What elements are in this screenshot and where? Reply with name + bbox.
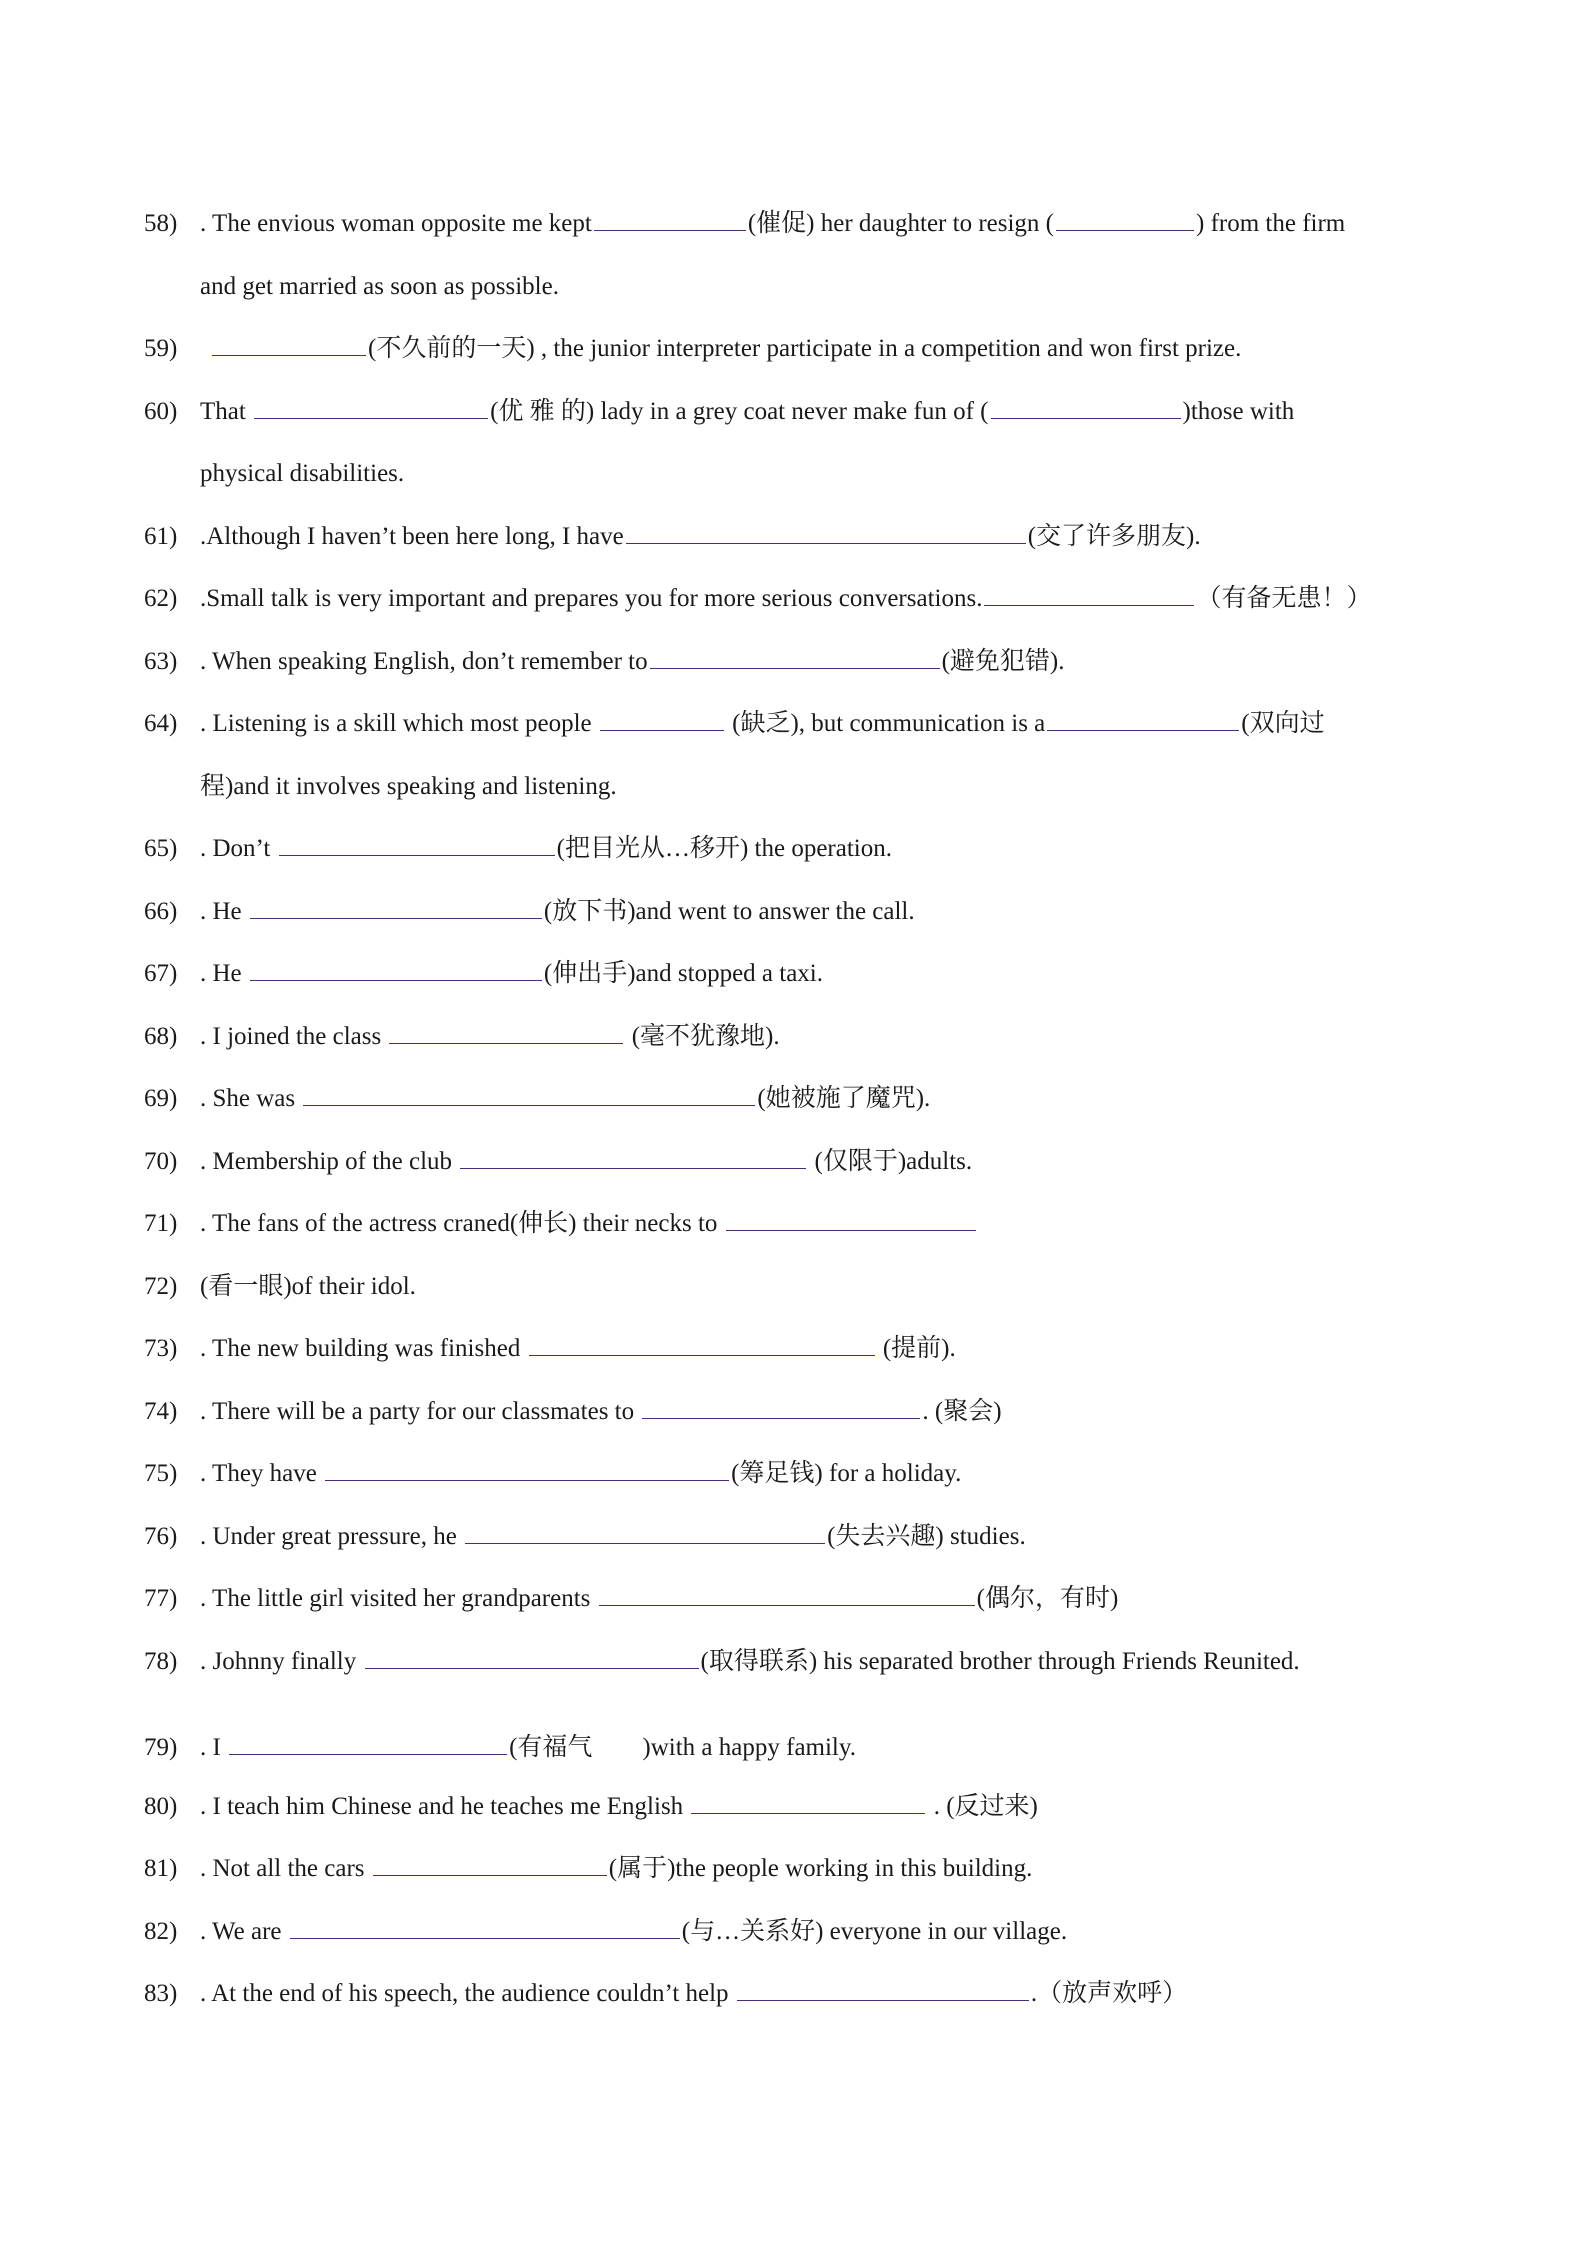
question-67: 67) . He (伸出手)and stopped a taxi. (144, 943, 1449, 1005)
question-73: 73) . The new building was finished (提前). (144, 1318, 1449, 1380)
question-64: 64) . Listening is a skill which most people (缺乏), but communication is a (双向过 (144, 693, 1449, 755)
answer-blank[interactable] (626, 519, 1026, 544)
answer-blank[interactable] (290, 1914, 680, 1939)
answer-blank[interactable] (212, 331, 366, 356)
answer-blank[interactable] (984, 581, 1194, 606)
question-number: 72) (144, 1273, 178, 1300)
question-number: 70) (144, 1148, 178, 1175)
question-number: 71) (144, 1210, 178, 1237)
question-64-continuation: 程)and it involves speaking and listening. (200, 773, 617, 800)
question-number: 76) (144, 1523, 178, 1550)
answer-blank[interactable] (691, 1789, 925, 1814)
question-69: 69) . She was (她被施了魔咒). (144, 1068, 1449, 1130)
answer-blank[interactable] (325, 1456, 729, 1481)
answer-blank[interactable] (254, 394, 488, 419)
question-number: 74) (144, 1398, 178, 1425)
answer-blank[interactable] (279, 831, 555, 856)
question-number: 69) (144, 1085, 178, 1112)
question-number: 58) (144, 210, 178, 237)
answer-blank[interactable] (389, 1019, 623, 1044)
question-60-continuation: physical disabilities. (200, 460, 405, 487)
question-number: 78) (144, 1648, 178, 1675)
question-75: 75) . They have (筹足钱) for a holiday. (144, 1443, 1449, 1505)
question-number: 67) (144, 960, 178, 987)
question-82: 82) . We are (与…关系好) everyone in our village. (144, 1901, 1449, 1963)
answer-blank[interactable] (594, 206, 746, 231)
question-60: 60) That (优 雅 的) lady in a grey coat never make fun of ( )those with (144, 381, 1449, 443)
question-number: 66) (144, 898, 178, 925)
question-68: 68) . I joined the class (毫不犹豫地). (144, 1006, 1449, 1068)
answer-blank[interactable] (373, 1851, 607, 1876)
question-71: 71) . The fans of the actress craned(伸长) their necks to (144, 1193, 1449, 1255)
answer-blank[interactable] (1047, 706, 1239, 731)
question-number: 73) (144, 1335, 178, 1362)
question-79: 79) . I (有福气 )with a happy family. (144, 1717, 1449, 1779)
question-62: 62) .Small talk is very important and prepares you for more serious conversations. （有备无患！） (144, 568, 1449, 630)
question-59: 59) (不久前的一天) , the junior interpreter participate in a competition and won first prize. (144, 318, 1449, 380)
answer-blank[interactable] (600, 706, 724, 731)
question-number: 79) (144, 1734, 178, 1761)
answer-blank[interactable] (737, 1976, 1029, 2001)
question-number: 62) (144, 585, 178, 612)
answer-blank[interactable] (991, 394, 1181, 419)
question-72: 72) (看一眼)of their idol. (144, 1256, 1449, 1318)
question-63: 63) . When speaking English, don’t remember to (避免犯错). (144, 631, 1449, 693)
question-number: 64) (144, 710, 178, 737)
question-80: 80) . I teach him Chinese and he teaches me English . (反过来) (144, 1776, 1449, 1838)
question-81: 81) . Not all the cars (属于)the people working in this building. (144, 1838, 1449, 1900)
question-number: 83) (144, 1980, 178, 2007)
question-number: 59) (144, 335, 178, 362)
answer-blank[interactable] (465, 1519, 825, 1544)
question-number: 61) (144, 523, 178, 550)
question-70: 70) . Membership of the club (仅限于)adults. (144, 1131, 1449, 1193)
question-number: 80) (144, 1793, 178, 1820)
question-77: 77) . The little girl visited her grandparents (偶尔，有时) (144, 1568, 1449, 1630)
answer-blank[interactable] (1056, 206, 1194, 231)
answer-blank[interactable] (642, 1394, 920, 1419)
answer-blank[interactable] (229, 1730, 507, 1755)
question-58-continuation: and get married as soon as possible. (200, 273, 559, 300)
question-66: 66) . He (放下书)and went to answer the call. (144, 881, 1449, 943)
answer-blank[interactable] (303, 1081, 755, 1106)
question-65: 65) . Don’t (把目光从…移开) the operation. (144, 818, 1449, 880)
question-number: 68) (144, 1023, 178, 1050)
question-number: 81) (144, 1855, 178, 1882)
answer-blank[interactable] (529, 1331, 875, 1356)
question-number: 77) (144, 1585, 178, 1612)
question-number: 63) (144, 648, 178, 675)
question-number: 75) (144, 1460, 178, 1487)
answer-blank[interactable] (599, 1581, 975, 1606)
answer-blank[interactable] (460, 1144, 806, 1169)
question-76: 76) . Under great pressure, he (失去兴趣) studies. (144, 1506, 1449, 1568)
question-58: 58) . The envious woman opposite me kept (催促) her daughter to resign ( ) from the firm (144, 193, 1449, 255)
question-number: 82) (144, 1918, 178, 1945)
question-83: 83) . At the end of his speech, the audience couldn’t help .（放声欢呼） (144, 1963, 1449, 2025)
question-61: 61) .Although I haven’t been here long, I have (交了许多朋友). (144, 506, 1449, 568)
question-number: 65) (144, 835, 178, 862)
question-78: 78) . Johnny finally (取得联系) his separated brother through Friends Reunited. (144, 1631, 1449, 1693)
answer-blank[interactable] (250, 894, 542, 919)
answer-blank[interactable] (250, 956, 542, 981)
answer-blank[interactable] (365, 1644, 699, 1669)
question-number: 60) (144, 398, 178, 425)
question-74: 74) . There will be a party for our classmates to . (聚会) (144, 1381, 1449, 1443)
answer-blank[interactable] (650, 644, 940, 669)
answer-blank[interactable] (726, 1206, 976, 1231)
